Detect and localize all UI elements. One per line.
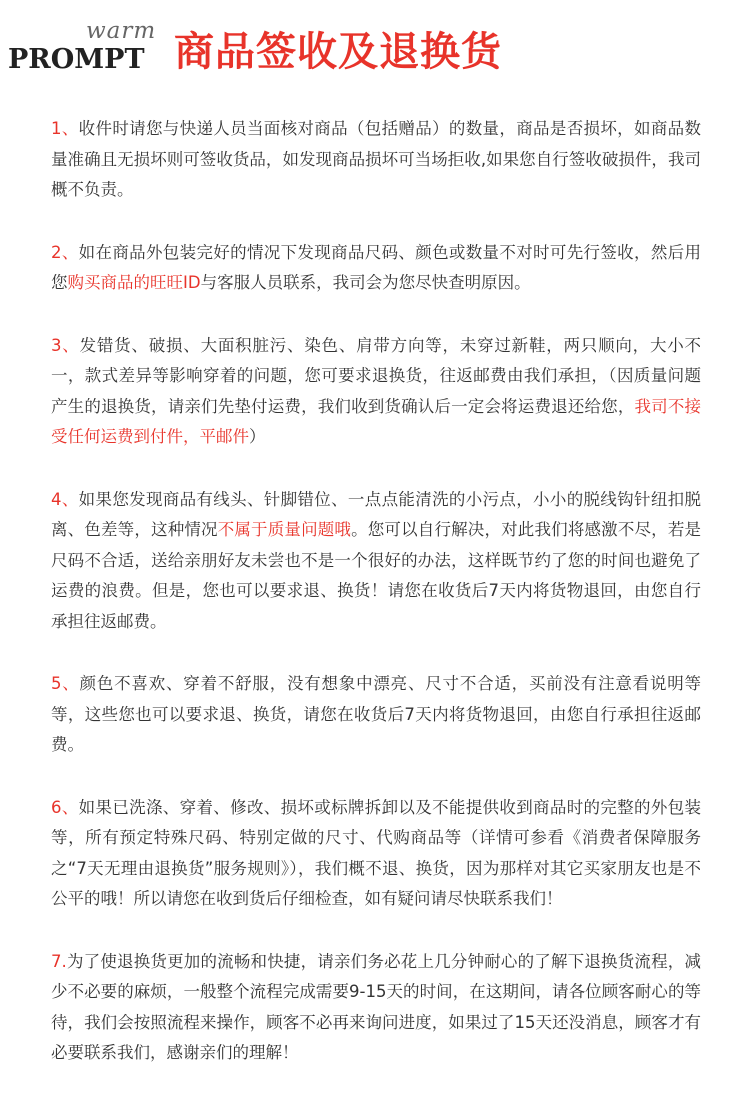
policy-item-1 <box>51 114 701 206</box>
policy-item-2 <box>51 238 701 299</box>
item-text: ） <box>249 427 266 446</box>
item-highlight: 我司不接受任何运费到付件，平邮件 <box>51 396 702 446</box>
item-number: 1、 <box>51 119 79 138</box>
prompt-label: PROMPT <box>8 44 145 75</box>
item-text: 如在商品外包装完好的情况下发现商品尺码、颜色或数量不对时可先行签收，然后用您 <box>51 242 701 292</box>
policy-item-3 <box>51 331 701 453</box>
item-highlight: 不属于质量问题哦 <box>217 520 352 539</box>
policy-item-4 <box>51 485 701 638</box>
item-text: 发错货、破损、大面积脏污、染色、肩带方向等，未穿过新鞋，两只顺向，大小不一，款式差异等影响穿着的问题，您可要求退换货，往返邮费由我们承担，（因质量问题产生的退换货，请亲们先垫付运费，我们收到货确认后一定会将运费退还给您， <box>51 335 702 416</box>
item-number: 6、 <box>51 797 79 817</box>
warm-label: warm <box>86 18 157 44</box>
item-text: 如果已洗涤、穿着、修改、损坏或标牌拆卸以及不能提供收到商品时的完整的外包装等，所有预定特殊尺码、特别定做的尺寸、代购商品等（详情可参看《消费者保障服务之“7天无理由退换货”服务规则》），我们概不退、换货，因为那样对其它买家朋友也是不公平的哦！所以请您在收到货后仔细检查，如有疑问请尽快联系我们！ <box>51 797 701 908</box>
item-text: 收件时请您与快递人员当面核对商品（包括赠品）的数量，商品是否损坏，如商品数量准确且无损坏则可签收货品，如发现商品损坏可当场拒收,如果您自行签收破损件，我司概不负责。 <box>51 119 701 199</box>
item-text: 如果您发现商品有线头、针脚错位、一点点能清洗的小污点，小小的脱线钩针纽扣脱离、色差等，这种情况 <box>51 489 701 539</box>
policy-item-5 <box>51 669 701 761</box>
item-text: 与客服人员联系，我司会为您尽快查明原因。 <box>200 273 531 292</box>
item-text: 。您可以自行解决，对此我们将感激不尽，若是尺码不合适，送给亲朋好友未尝也不是一个很好的办法，这样既节约了您的时间也避免了运费的浪费。但是，您也可以要求退、换货！请您在收货后7天内将货物退回，由您自行承担往返邮费。 <box>51 520 702 631</box>
policy-list <box>51 114 701 1101</box>
item-text: 颜色不喜欢、穿着不舒服，没有想象中漂亮、尺寸不合适，买前没有注意看说明等等，这些您也可以要求退、换货，请您在收货后7天内将货物退回，由您自行承担往返邮费。 <box>51 674 702 754</box>
policy-item-7 <box>51 947 701 1069</box>
item-text: 为了使退换货更加的流畅和快捷，请亲们务必花上几分钟耐心的了解下退换货流程，减少不必要的麻烦，一般整个流程完成需要9-15天的时间，在这期间，请各位顾客耐心的等待，我们会按照流程来操作，顾客不必再来询问进度，如果过了15天还没消息，顾客才有必要联系我们，感谢亲们的理解！ <box>51 951 701 1062</box>
item-number: 3、 <box>51 335 80 355</box>
item-number: 7. <box>51 951 67 971</box>
item-number: 2、 <box>51 242 79 262</box>
header <box>8 18 748 88</box>
item-number: 4、 <box>51 489 79 509</box>
item-highlight: 购买商品的旺旺ID <box>67 273 201 292</box>
item-number: 5、 <box>51 674 80 693</box>
policy-item-6 <box>51 793 701 915</box>
page-title: 商品签收及退换货 <box>174 29 502 75</box>
